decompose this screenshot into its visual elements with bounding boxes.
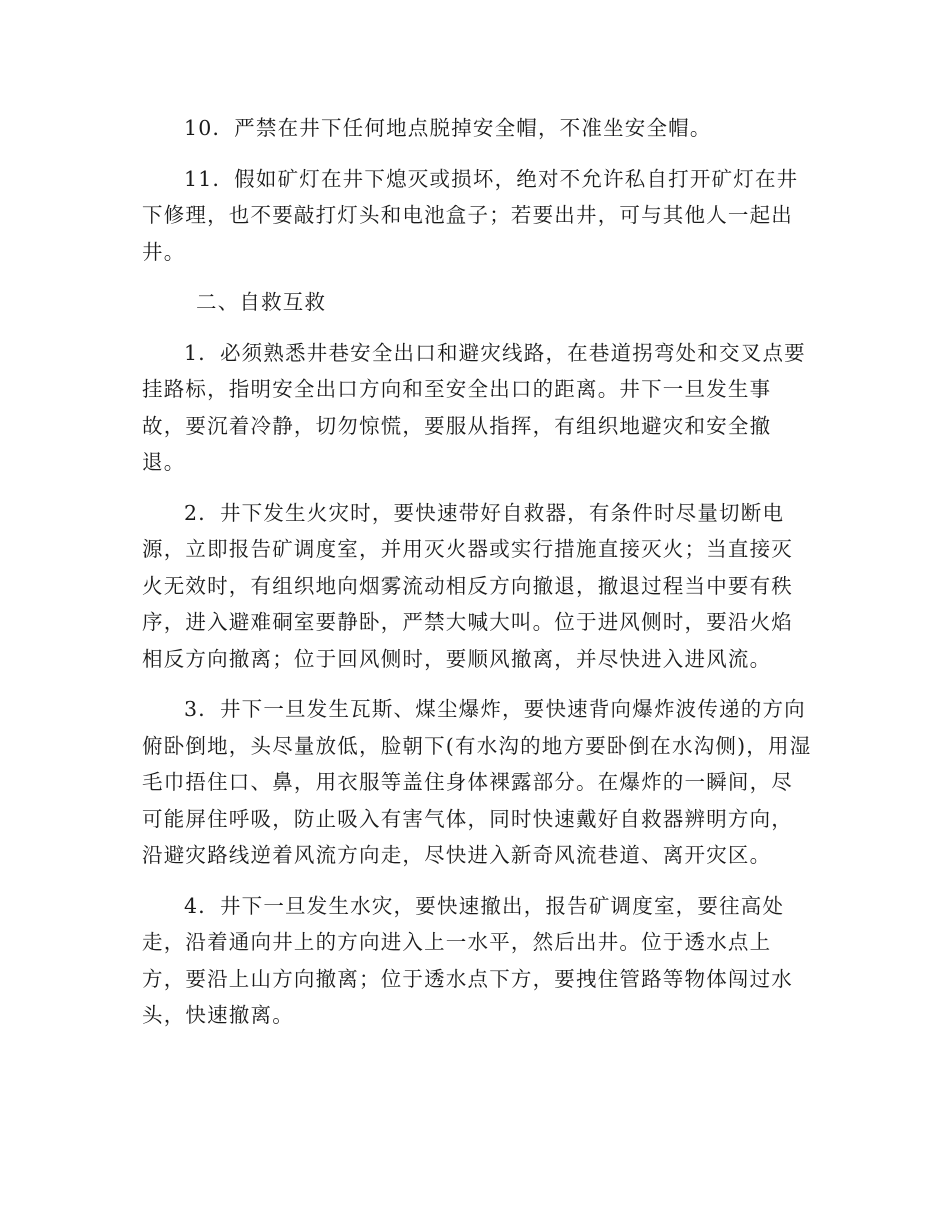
section-heading-self-rescue: 二、自救互救 xyxy=(196,290,327,314)
para-rescue-2: 2．井下发生火灾时，要快速带好自救器，有条件时尽量切断电源，立即报告矿调度室，并用灭火器或实行措施直接灭火；当直接灭火无效时，有组织地向烟雾流动相反方向撤退，撤退过程当中要有秩序，进入避难硐室要静卧，严禁大喊大叫。位于进风侧时，要沿火焰相反方向撤离；位于回风侧时，要顺风撤离，并尽快进入进风流。 xyxy=(142,500,793,671)
para-rule-11: 11．假如矿灯在井下熄灭或损坏，绝对不允许私自打开矿灯在井下修理，也不要敲打灯头和电池盒子；若要出井，可与其他人一起出井。 xyxy=(142,166,799,264)
para-rescue-1: 1．必须熟悉井巷安全出口和避灾线路，在巷道拐弯处和交叉点要挂路标，指明安全出口方向和至安全出口的距离。井下一旦发生事故，要沉着冷静，切勿惊慌，要服从指挥，有组织地避灾和安全撤退。 xyxy=(142,340,806,474)
document-body xyxy=(142,110,814,1048)
para-rescue-4: 4．井下一旦发生水灾，要快速撤出，报告矿调度室，要往高处走，沿着通向井上的方向进入上一水平，然后出井。位于透水点上方，要沿上山方向撤离；位于透水点下方，要拽住管路等物体闯过水头，快速撤离。 xyxy=(142,893,793,1027)
para-rule-10: 10．严禁在井下任何地点脱掉安全帽，不准坐安全帽。 xyxy=(184,116,712,140)
para-rescue-3: 3．井下一旦发生瓦斯、煤尘爆炸，要快速背向爆炸波传递的方向俯卧倒地，头尽量放低，脸朝下(有水沟的地方要卧倒在水沟侧)，用湿毛巾捂住口、鼻，用衣服等盖住身体裸露部分。在爆炸的一瞬间，尽可能屏住呼吸，防止吸入有害气体，同时快速戴好自救器辨明方向，沿避灾路线逆着风流方向走，尽快进入新奇风流巷道、离开灾区。 xyxy=(142,697,812,867)
